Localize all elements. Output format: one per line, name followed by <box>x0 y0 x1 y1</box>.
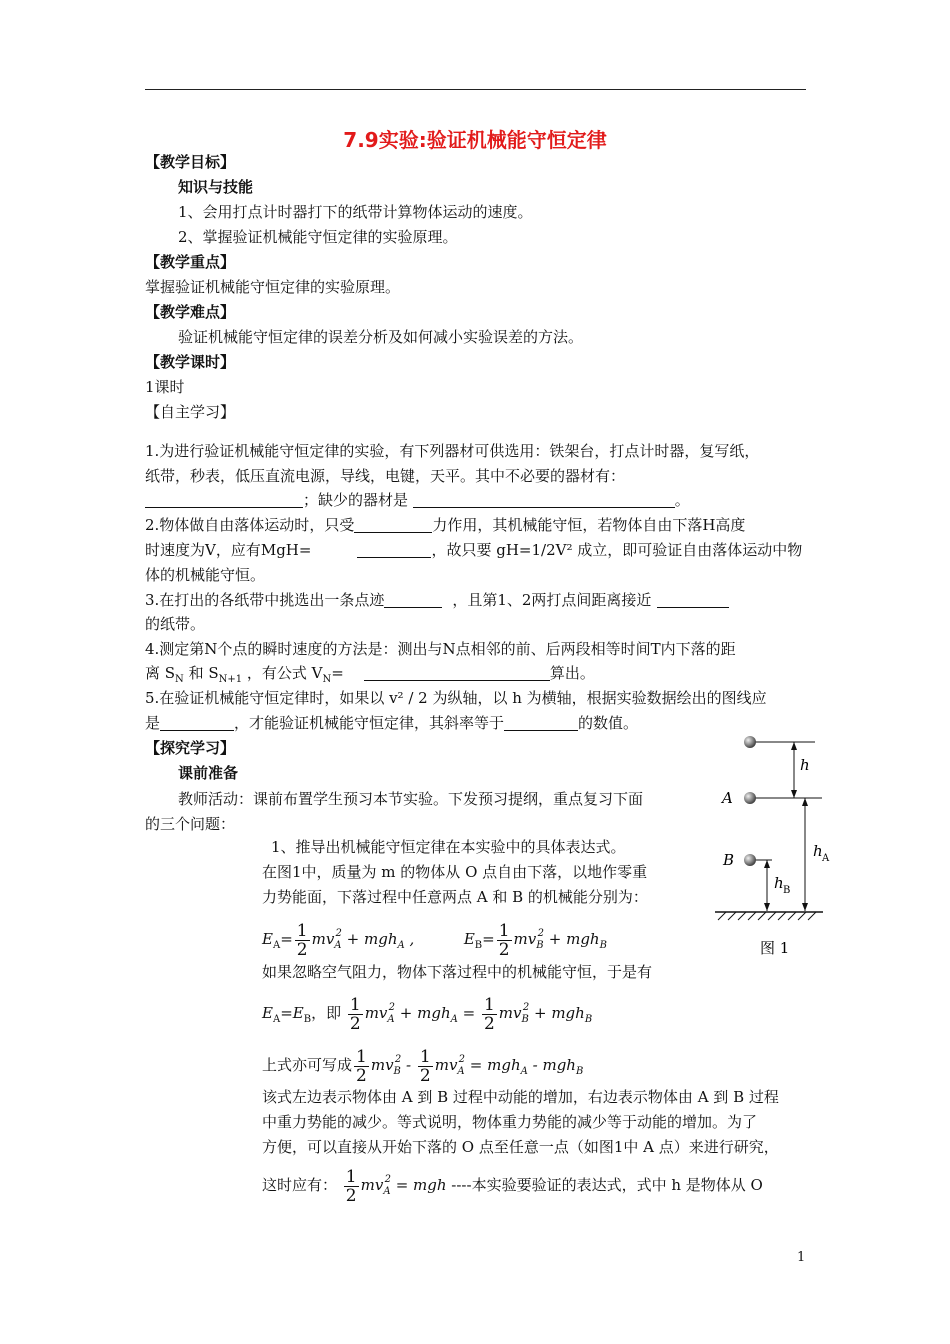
answer-blank[interactable] <box>145 491 303 508</box>
question-3-line-2: 的纸带。 <box>145 615 206 633</box>
answer-blank[interactable] <box>357 541 431 558</box>
explore-item-1b: 力势能面，下落过程中任意两点 A 和 B 的机械能分别为： <box>262 888 648 906</box>
self-study-heading: 【自主学习】 <box>145 403 236 421</box>
figure-1 <box>710 728 840 963</box>
question-5-line-1: 5.在验证机械能守恒定律时，如果以 v² / 2 为纵轴，以 h 为横轴，根据实验数据绘出的图线应 <box>145 689 767 707</box>
question-5-line-2: 是 ，才能验证机械能守恒定律，其斜率等于 的数值。 <box>145 714 639 732</box>
hours-heading: 【教学课时】 <box>145 353 236 371</box>
label-a: A <box>722 789 733 807</box>
explore-paragraph-2b: 中重力势能的减少。等式说明，物体重力势能的减少等于动能的增加。为了 <box>262 1113 758 1131</box>
label-b: B <box>723 851 735 869</box>
label-ha: h <box>813 842 823 860</box>
explore-paragraph-2c: 方便，可以直接从开始下落的 O 点至任意一点（如图1中 A 点）来进行研究， <box>262 1138 779 1156</box>
goal-item-1: 1、会用打点计时器打下的纸带计算物体运动的速度。 <box>178 203 533 221</box>
rearranged-equation: 上式亦可写成 $\frac{1}{2}$ $mv_B^2$ - $\frac{1}{2}$ $mv_A^2 = mgh_A - mgh_B$ <box>262 1046 584 1086</box>
question-1-line-2: 纸带，秒表，低压直流电源，导线，电键，天平。其中不必要的器材有： <box>145 467 626 485</box>
question-3-line-1: 3.在打出的各纸带中挑选出一条点迹 ，且第1、2两打点间距离接近 <box>145 589 729 611</box>
question-1-line-3: ；缺少的器材是 。 <box>145 489 690 511</box>
answer-blank[interactable] <box>364 664 550 681</box>
answer-blank[interactable] <box>384 591 442 608</box>
explore-paragraph-2d: 这时应有： $\frac{1}{2}$ $mv_A^2$ = mgh ----本实验要验证的表达式，式中 h 是物体从 O <box>262 1166 763 1206</box>
goals-subheading: 知识与技能 <box>178 178 254 196</box>
explore-paragraph-2a: 该式左边表示物体由 A 到 B 过程中动能的增加，右边表示物体由 A 到 B 过程 <box>262 1088 779 1106</box>
energy-equations: $E_A=$ $\frac{1}{2}$ $mv_A^2 + mgh_A$ , $E_B=$ $\frac{1}{2}$ $mv_B^2 + mgh_B$ <box>262 920 607 960</box>
label-h: h <box>800 756 810 774</box>
conservation-equation: $E_A=E_B$，即 $\frac{1}{2}$ $mv_A^2 + mgh_A$ = $\frac{1}{2}$ $mv_B^2 + mgh_B$ <box>262 994 593 1034</box>
question-1-line-1: 1.为进行验证机械能守恒定律的实验，有下列器材可供选用：铁架台，打点计时器，复写纸， <box>145 442 760 460</box>
explore-ignore-air: 如果忽略空气阻力，物体下落过程中的机械能守恒，于是有 <box>262 963 653 981</box>
question-4-line-2: 离 $S_N$ 和 $S_{N+1}$ ，有公式 $V_N=$ 算出。 <box>145 664 595 685</box>
answer-blank[interactable] <box>504 714 578 731</box>
explore-item-1a: 在图1中，质量为 m 的物体从 O 点自由下落，以地作零重 <box>262 863 648 881</box>
question-2-line-1: 2.物体做自由落体运动时，只受 力作用，其机械能守恒，若物体自由下落H高度 <box>145 516 746 534</box>
difficulty-heading: 【教学难点】 <box>145 303 236 321</box>
ball-a-icon <box>744 792 756 804</box>
question-2-line-2: 时速度为V，应有MgH= ，故只要 gH=1/2V² 成立，即可验证自由落体运动中物 <box>145 541 803 559</box>
explore-heading: 【探究学习】 <box>145 739 236 757</box>
question-2-line-3: 体的机械能守恒。 <box>145 566 266 584</box>
header-rule <box>145 89 806 90</box>
key-text: 掌握验证机械能守恒定律的实验原理。 <box>145 278 401 296</box>
free-fall-diagram <box>710 728 840 963</box>
key-heading: 【教学重点】 <box>145 253 236 271</box>
explore-subheading: 课前准备 <box>178 764 239 782</box>
goals-heading: 【教学目标】 <box>145 153 236 171</box>
answer-blank[interactable] <box>657 591 729 608</box>
difficulty-text: 验证机械能守恒定律的误差分析及如何减小实验误差的方法。 <box>178 328 584 346</box>
explore-paragraph-1b: 的三个问题： <box>145 815 236 833</box>
answer-blank[interactable] <box>160 714 234 731</box>
label-ha-sub: A <box>822 853 830 864</box>
label-hb: h <box>774 874 784 892</box>
page-number: 1 <box>797 1250 806 1265</box>
answer-blank[interactable] <box>354 516 432 533</box>
label-hb-sub: B <box>783 885 791 896</box>
figure-caption: 图 1 <box>760 939 790 957</box>
ball-o-icon <box>744 736 756 748</box>
answer-blank[interactable] <box>413 491 675 508</box>
hours-text: 1课时 <box>145 378 185 396</box>
explore-item-1: 1、推导出机械能守恒定律在本实验中的具体表达式。 <box>271 838 626 856</box>
question-4-line-1: 4.测定第N个点的瞬时速度的方法是：测出与N点相邻的前、后两段相等时间T内下落的距 <box>145 640 736 658</box>
page-title: 7.9实验:验证机械能守恒定律 <box>343 128 607 152</box>
goal-item-2: 2、掌握验证机械能守恒定律的实验原理。 <box>178 228 458 246</box>
explore-paragraph-1a: 教师活动：课前布置学生预习本节实验。下发预习提纲，重点复习下面 <box>178 790 644 808</box>
ball-b-icon <box>744 854 756 866</box>
